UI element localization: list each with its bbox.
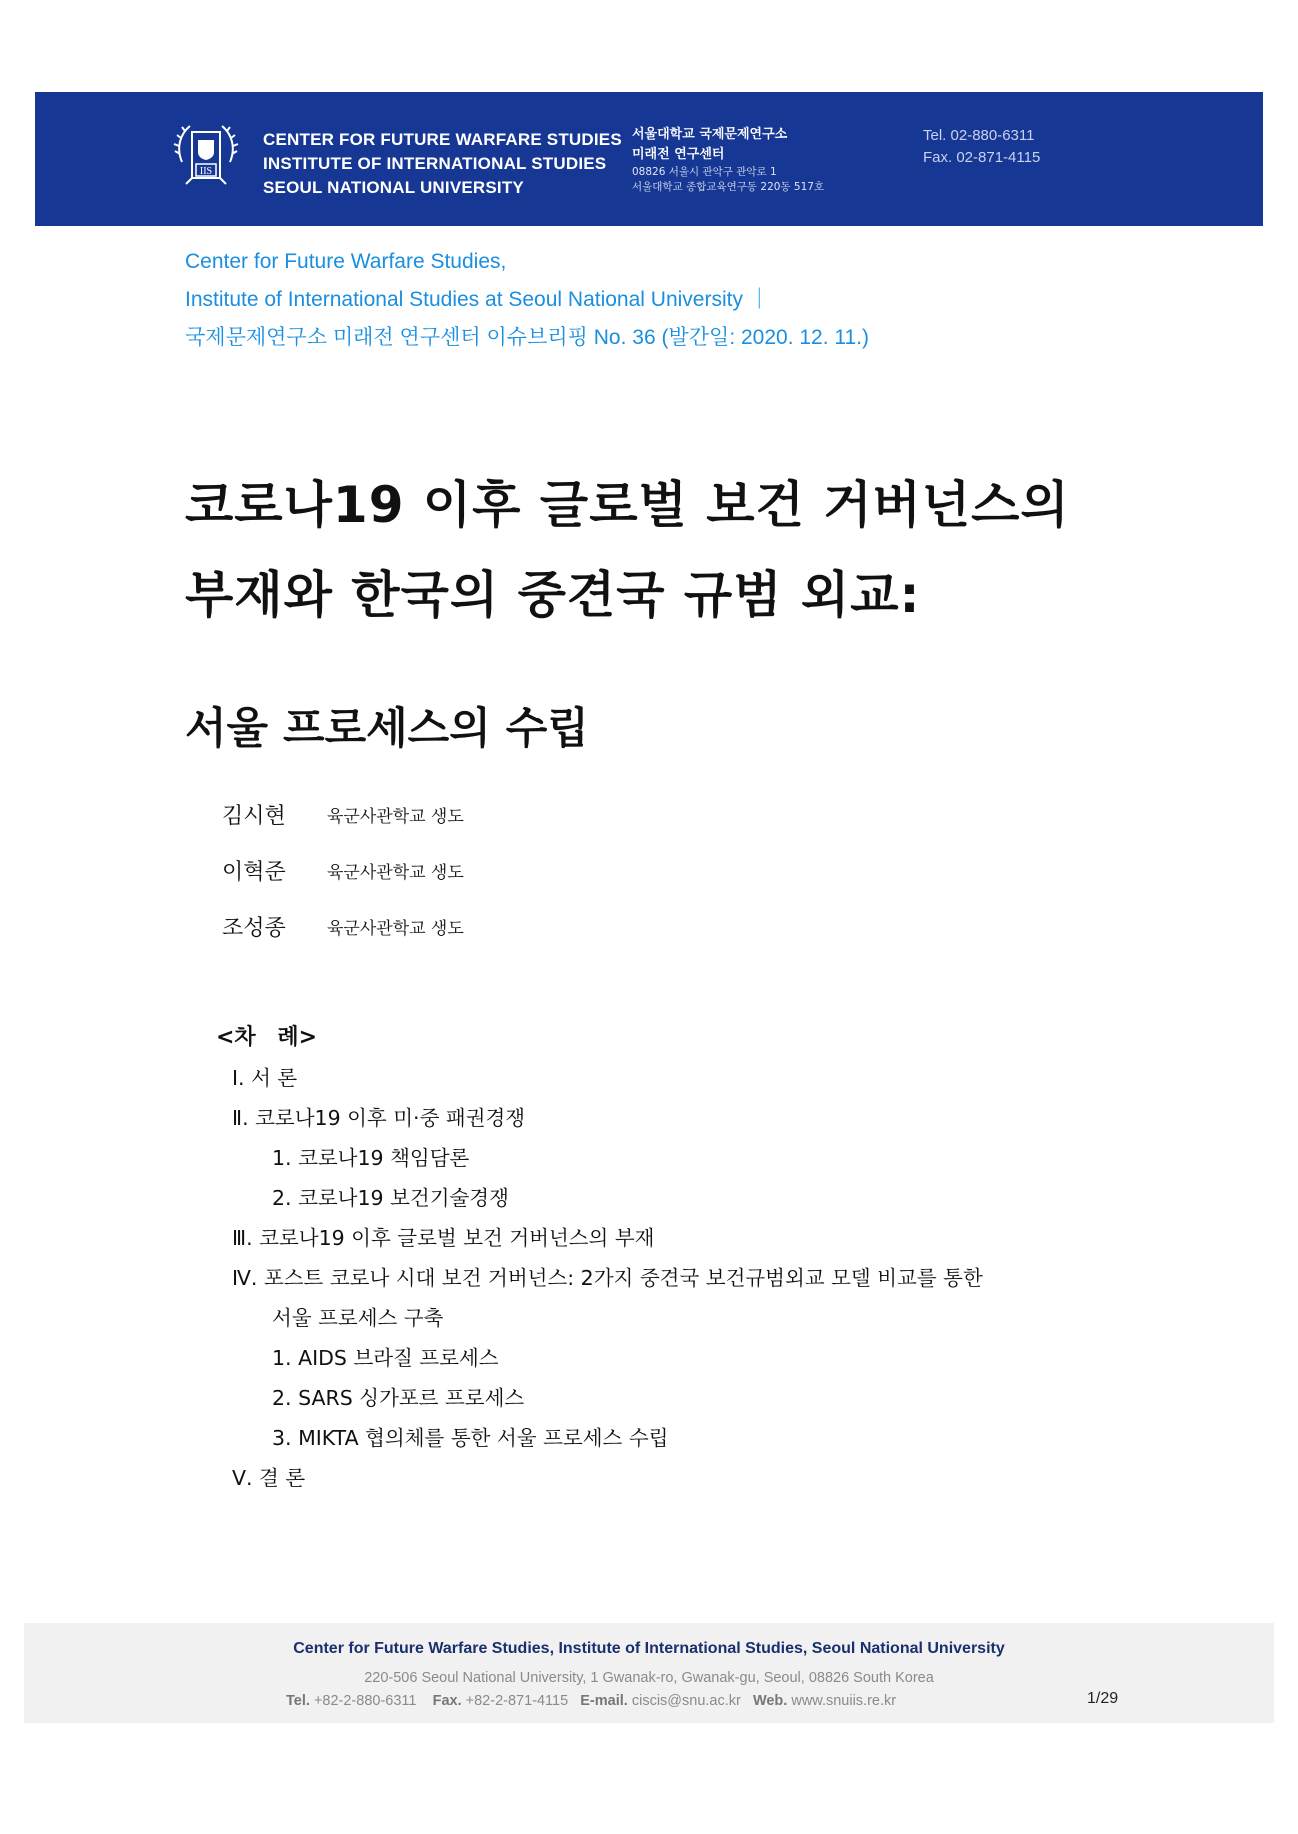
series-info (185, 243, 869, 357)
author-name: 김시현 (222, 803, 286, 829)
kor-name-line: 서울대학교 국제문제연구소 (632, 127, 788, 142)
footer-fax-label: Fax. (432, 1693, 462, 1709)
document-subtitle: 서울 프로세스의 수립 (185, 704, 589, 754)
title-line: 코로나19 이후 글로벌 보건 거버넌스의 (185, 476, 1070, 534)
footer-fax: +82-2-871-4115 (465, 1693, 569, 1709)
toc-subitem: 3. MIKTA 협의체를 통한 서울 프로세스 수립 (272, 1426, 669, 1450)
toc-item: Ⅱ. 코로나19 이후 미·중 패권경쟁 (232, 1106, 526, 1130)
author-affiliation: 육군사관학교 생도 (327, 862, 464, 883)
svg-text:IIS: IIS (199, 166, 213, 177)
toc-item: Ⅲ. 코로나19 이후 글로벌 보건 거버넌스의 부재 (232, 1226, 655, 1250)
footer-tel-label: Tel. (286, 1693, 310, 1709)
toc-item: Ⅴ. 결 론 (232, 1466, 306, 1490)
toc-item: Ⅰ. 서 론 (232, 1066, 298, 1090)
kor-name-line: 미래전 연구센터 (632, 147, 725, 162)
series-line: Center for Future Warfare Studies, (185, 250, 507, 273)
kor-address-line: 서울대학교 종합교육연구동 220동 517호 (632, 181, 825, 193)
document-title (185, 460, 1070, 640)
institute-seal-icon (170, 118, 242, 190)
header-contact (923, 125, 1040, 169)
header-tel: Tel. 02-880-6311 (923, 127, 1035, 144)
footer-web-label: Web. (752, 1693, 788, 1709)
author-affiliation: 육군사관학교 생도 (327, 806, 464, 827)
header-fax: Fax. 02-871-4115 (923, 149, 1041, 166)
institute-korean-name (632, 125, 824, 195)
page-number: 1/29 (1087, 1690, 1119, 1707)
series-line: 국제문제연구소 미래전 연구센터 이슈브리핑 No. 36 (발간일: 2020. 12. 11.) (185, 326, 870, 349)
footer-web-link[interactable]: www.snuiis.re.kr (791, 1693, 897, 1709)
footer-email-label: E-mail. (580, 1693, 628, 1709)
author-name: 이혁준 (222, 859, 286, 885)
toc-subitem: 2. 코로나19 보건기술경쟁 (272, 1186, 509, 1210)
header-banner (35, 92, 1263, 226)
toc-item-continuation: 서울 프로세스 구축 (272, 1306, 444, 1330)
kor-address-line: 08826 서울시 관악구 관악로 1 (632, 166, 777, 178)
author-name: 조성종 (222, 915, 286, 941)
table-of-contents (232, 1058, 983, 1498)
eng-line: INSTITUTE OF INTERNATIONAL STUDIES (263, 154, 607, 173)
toc-heading: <차 례> (216, 1025, 318, 1050)
footer-title: Center for Future Warfare Studies, Institute of International Studies, Seoul National University (293, 1640, 1005, 1657)
footer-email-link[interactable]: ciscis@snu.ac.kr (631, 1693, 741, 1709)
title-line: 부재와 한국의 중견국 규범 외교: (185, 566, 921, 624)
page-footer (24, 1623, 1274, 1723)
author-row (222, 786, 464, 842)
author-affiliation: 육군사관학교 생도 (327, 918, 464, 939)
footer-address: 220-506 Seoul National University, 1 Gwanak-ro, Gwanak-gu, Seoul, 08826 South Korea (364, 1670, 934, 1686)
toc-item: Ⅳ. 포스트 코로나 시대 보건 거버넌스: 2가지 중견국 보건규범외교 모델 비교를 통한 (232, 1266, 983, 1290)
author-row (222, 898, 464, 954)
eng-line: CENTER FOR FUTURE WARFARE STUDIES (263, 130, 622, 149)
author-list (222, 786, 464, 954)
institute-english-name (263, 128, 622, 200)
series-line: Institute of International Studies at Seoul National University ｜ (185, 288, 770, 311)
toc-subitem: 1. 코로나19 책임담론 (272, 1146, 470, 1170)
toc-subitem: 1. AIDS 브라질 프로세스 (272, 1346, 499, 1370)
toc-subitem: 2. SARS 싱가포르 프로세스 (272, 1386, 525, 1410)
eng-line: SEOUL NATIONAL UNIVERSITY (263, 178, 524, 197)
footer-contact (286, 1693, 896, 1709)
footer-tel: +82-2-880-6311 (313, 1693, 417, 1709)
author-row (222, 842, 464, 898)
